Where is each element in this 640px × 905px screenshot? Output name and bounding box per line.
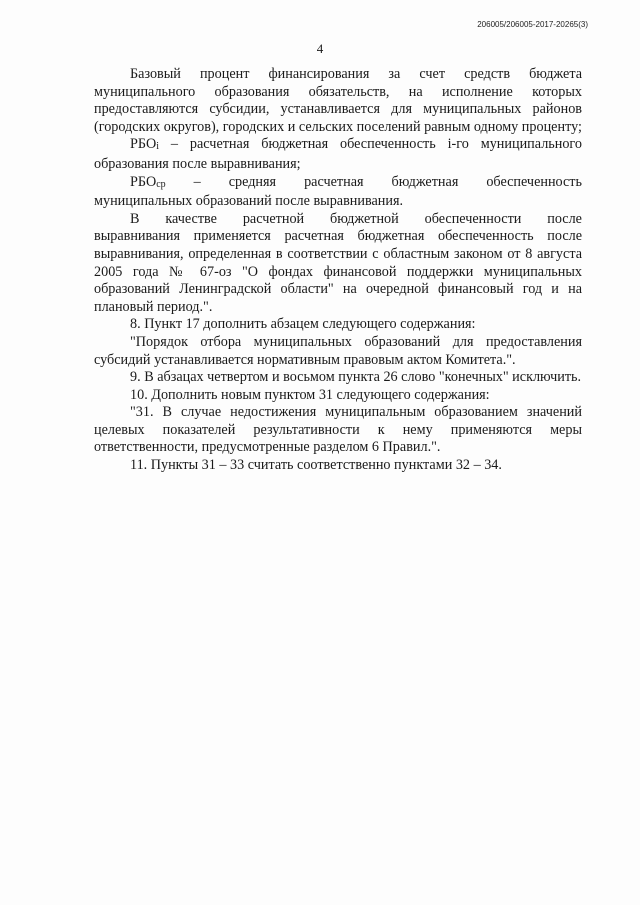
rbo-sr-word: обеспеченность: [486, 173, 582, 190]
rbo-sr-word: –: [193, 173, 201, 190]
kach-word: обеспеченности: [424, 210, 522, 227]
rbo-i-definition: – расчетная бюджетная обеспеченность i-го муниципального образования после выравнивания;: [94, 136, 582, 172]
kach-word: качестве: [165, 210, 217, 227]
paragraph-rbo-i: [94, 136, 582, 173]
kach-word: после: [547, 210, 582, 227]
kach-word: В: [130, 210, 140, 227]
item-10: 10. Дополнить новым пунктом 31 следующего содержания:: [130, 386, 490, 403]
item-11: 11. Пункты 31 – 33 считать соответственно пунктами 32 – 34.: [130, 457, 502, 474]
document-body: [94, 66, 582, 475]
rbo-sr-continuation: муниципальных образований после выравнивания.: [94, 193, 404, 210]
rbo-sr-word: бюджетная: [391, 173, 459, 190]
document-id: 206005/206005-2017-20265(3): [477, 20, 588, 29]
item-8: 8. Пункт 17 дополнить абзацем следующего содержания:: [130, 316, 476, 333]
rbo-sr-term: [130, 174, 166, 194]
rbo-sr-symbol: РБО: [130, 173, 157, 190]
item-8-quote: "Порядок отбора муниципальных образований для предоставления субсидий устанавливается нормативным правовым актом Комитета.".: [94, 333, 582, 368]
kach-line: [94, 211, 582, 229]
rbo-sr-subscript: ср: [156, 178, 166, 190]
rbo-i-symbol: РБО: [130, 136, 157, 153]
rbo-sr-word: средняя: [228, 173, 277, 190]
rbo-sr-line: [94, 174, 582, 194]
page-number: 4: [316, 41, 324, 56]
kach-word: бюджетной: [330, 210, 399, 227]
kach-word: расчетной: [242, 210, 305, 227]
item-10-quote: "31. В случае недостижения муниципальным образованием значений целевых показателей результативности к нему применяются меры ответственности, предусмотренные разделом 6 Правил.".: [94, 404, 582, 456]
rbo-sr-word: расчетная: [304, 173, 364, 190]
paragraph-base-percent: Базовый процент финансирования за счет средств бюджета муниципального образования обязательств, на исполнение которых предоставляются субсидии, устанавливается для муниципальных районов (городских округов), городских и сельских поселений равным одному проценту;: [94, 66, 582, 135]
kach-continuation: выравнивания применяется расчетная бюджетная обеспеченность после выравнивания, определенная в соответствии с областным законом от 8 августа 2005 года № 67-оз "О фондах финансовой поддержки муниципальных образований Ленинградской области" на очередной финансовый год и на плановый период.".: [94, 228, 582, 315]
rbo-i-subscript: i: [156, 141, 159, 153]
item-9: 9. В абзацах четвертом и восьмом пункта 26 слово "конечных" исключить.: [130, 369, 582, 386]
